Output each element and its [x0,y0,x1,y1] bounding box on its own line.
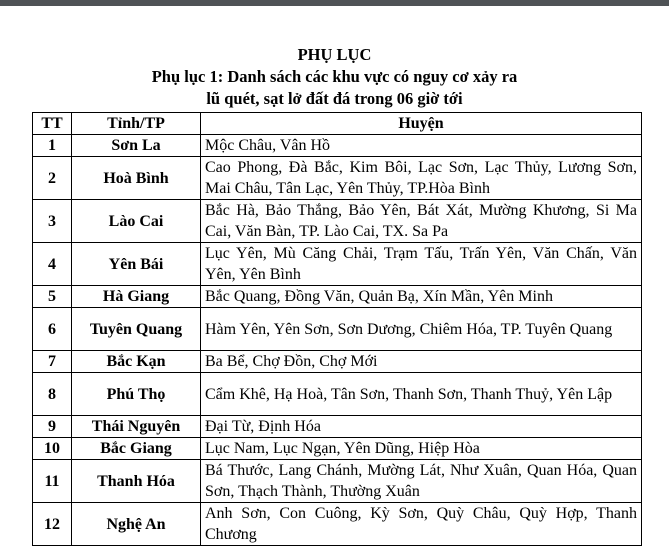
row-number: 1 [33,135,72,157]
row-districts: Hàm Yên, Yên Sơn, Sơn Dương, Chiêm Hóa, TP. Tuyên Quang [201,308,642,351]
row-districts: Bá Thước, Lang Chánh, Mường Lát, Như Xuân, Quan Hóa, Quan Sơn, Thạch Thành, Thường Xuân [201,460,642,503]
row-province: Tuyên Quang [72,308,201,351]
table-row [33,351,642,373]
table-row [33,460,642,503]
row-number: 12 [33,503,72,546]
row-number: 10 [33,438,72,460]
row-districts: Cao Phong, Đà Bắc, Kim Bôi, Lạc Sơn, Lạc Thủy, Lương Sơn, Mai Châu, Tân Lạc, Yên Thủy, TP.Hòa Bình [201,157,642,200]
row-province: Lào Cai [72,200,201,243]
row-districts: Bắc Hà, Bảo Thắng, Bảo Yên, Bát Xát, Mường Khương, Si Ma Cai, Văn Bàn, TP. Lào Cai, TX. Sa Pa [201,200,642,243]
table-row [33,373,642,416]
row-number: 11 [33,460,72,503]
row-districts: Anh Sơn, Con Cuông, Kỳ Sơn, Quỳ Châu, Quỳ Hợp, Thanh Chương [201,503,642,546]
risk-area-table [32,112,642,546]
document-heading [0,44,669,110]
appendix-subtitle-line-2: lũ quét, sạt lở đất đá trong 06 giờ tới [206,89,463,108]
appendix-title: PHỤ LỤC [297,45,372,64]
table-row [33,503,642,546]
row-province: Thái Nguyên [72,416,201,438]
row-number: 7 [33,351,72,373]
row-province: Thanh Hóa [72,460,201,503]
row-province: Hoà Bình [72,157,201,200]
row-districts: Lục Yên, Mù Căng Chải, Trạm Tấu, Trấn Yên, Văn Chấn, Văn Yên, Yên Bình [201,243,642,286]
row-districts: Đại Từ, Định Hóa [201,416,642,438]
table-row [33,157,642,200]
row-province: Sơn La [72,135,201,157]
table-row [33,308,642,351]
viewer-top-bar [0,0,669,6]
row-districts: Ba Bể, Chợ Đồn, Chợ Mới [201,351,642,373]
row-province: Hà Giang [72,286,201,308]
appendix-subtitle-line-1: Phụ lục 1: Danh sách các khu vực có nguy cơ xảy ra [151,67,518,86]
header-province: Tỉnh/TP [72,113,201,135]
table-header-row [33,113,642,135]
header-tt: TT [33,113,72,135]
row-districts: Lục Nam, Lục Ngạn, Yên Dũng, Hiệp Hòa [201,438,642,460]
row-province: Yên Bái [72,243,201,286]
table-row [33,286,642,308]
table-row [33,200,642,243]
row-districts: Cẩm Khê, Hạ Hoà, Tân Sơn, Thanh Sơn, Thanh Thuỷ, Yên Lập [201,373,642,416]
row-districts: Mộc Châu, Vân Hồ [201,135,642,157]
row-number: 6 [33,308,72,351]
row-province: Bắc Kạn [72,351,201,373]
row-number: 4 [33,243,72,286]
row-number: 9 [33,416,72,438]
row-number: 5 [33,286,72,308]
row-province: Bắc Giang [72,438,201,460]
table-row [33,243,642,286]
table-row [33,135,642,157]
header-district: Huyện [201,113,642,135]
row-province: Phú Thọ [72,373,201,416]
row-province: Nghệ An [72,503,201,546]
table-row [33,416,642,438]
row-number: 2 [33,157,72,200]
row-number: 8 [33,373,72,416]
table-row [33,438,642,460]
row-districts: Bắc Quang, Đồng Văn, Quản Bạ, Xín Mần, Yên Minh [201,286,642,308]
row-number: 3 [33,200,72,243]
